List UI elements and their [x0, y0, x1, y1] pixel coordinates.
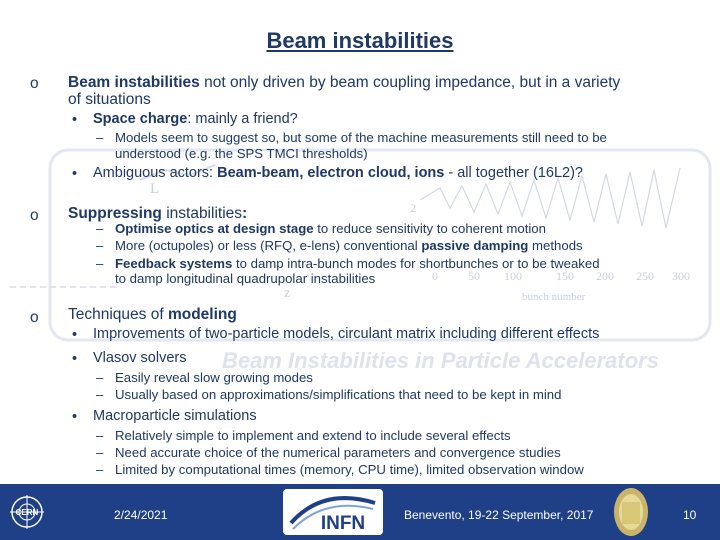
watermark-book-title: Beam Instabilities in Particle Accelerators: [222, 348, 659, 373]
dash-marker: –: [96, 130, 104, 145]
sub-bullet-marker: •: [72, 327, 78, 343]
space-charge-item: Space charge: mainly a friend?: [93, 111, 298, 127]
macroparticle-sub: Limited by computational times (memory, CPU time), limited observation window: [115, 462, 584, 477]
dash-marker: –: [96, 370, 104, 385]
dash-marker: –: [96, 221, 104, 236]
sub-bullet-marker: •: [72, 112, 78, 128]
space-charge-sub: Models seem to suggest so, but some of the machine measurements still need to be: [115, 130, 607, 145]
watermark-tick: 250: [636, 269, 654, 283]
bullet-marker: o: [30, 207, 39, 224]
watermark-tick: 50: [468, 269, 480, 283]
suppress-damping: More (octupoles) or less (RFQ, e-lens) conventional passive damping methods: [115, 238, 583, 253]
bullet-beam-instabilities-cont: of situations: [68, 91, 151, 108]
dash-marker: –: [96, 238, 104, 253]
watermark-tick: 300: [672, 269, 690, 283]
dash-marker: –: [96, 256, 104, 271]
bullet-modeling: Techniques of modeling: [68, 306, 237, 323]
suppress-feedback-cont: to damp longitudinal quadrupolar instabilities: [115, 271, 376, 286]
footer-date: 2/24/2021: [114, 508, 168, 522]
vlasov-sub: Easily reveal slow growing modes: [115, 370, 313, 385]
seal-logo-icon: [612, 486, 650, 538]
bullet-marker: o: [30, 75, 39, 92]
dash-marker: –: [96, 387, 104, 402]
suppress-feedback: Feedback systems to damp intra-bunch modes for shortbunches or to be tweaked: [115, 256, 600, 271]
watermark-ticks: [432, 269, 690, 283]
macroparticle-sub: Need accurate choice of the numerical parameters and convergence studies: [115, 445, 561, 460]
watermark-tick: 0: [432, 269, 438, 283]
sub-bullet-marker: •: [72, 409, 78, 425]
dash-marker: –: [96, 445, 104, 460]
bullet-suppressing: Suppressing instabilities:: [68, 205, 248, 222]
bullet-beam-instabilities: Beam instabilities not only driven by beam coupling impedance, but in a variety: [68, 74, 621, 91]
watermark-axis-label: bunch number: [522, 291, 586, 303]
footer-bar: [0, 484, 720, 540]
footer-event: Benevento, 19-22 September, 2017: [404, 508, 594, 522]
infn-logo-text: INFN: [320, 513, 366, 534]
watermark-label-z: z: [284, 286, 291, 301]
cern-logo-text: CERN: [15, 508, 39, 517]
cern-logo-icon: [6, 490, 48, 534]
watermark-label-l: L: [150, 181, 160, 197]
dash-marker: –: [96, 428, 104, 443]
dash-marker: –: [96, 462, 104, 477]
sub-bullet-marker: •: [72, 166, 78, 182]
modeling-macroparticle: Macroparticle simulations: [93, 408, 257, 424]
watermark-y-tick: 2: [410, 201, 416, 215]
modeling-vlasov: Vlasov solvers: [93, 350, 187, 366]
slide-title: Beam instabilities: [266, 28, 454, 53]
vlasov-sub: Usually based on approximations/simplifications that need to be kept in mind: [115, 387, 562, 402]
watermark-tick: 100: [504, 269, 522, 283]
bullet-marker: o: [30, 309, 39, 326]
modeling-two-particle: Improvements of two-particle models, circulant matrix including different effects: [93, 326, 600, 342]
watermark-tick: 200: [596, 269, 614, 283]
watermark-tick: 150: [556, 269, 574, 283]
infn-logo: [283, 489, 383, 535]
macroparticle-sub: Relatively simple to implement and extend to include several effects: [115, 428, 511, 443]
infn-arc-icon: [283, 489, 383, 535]
sub-bullet-marker: •: [72, 351, 78, 367]
suppress-optics: Optimise optics at design stage to reduce sensitivity to coherent motion: [115, 221, 546, 236]
ambiguous-actors-item: Ambiguous actors: Beam-beam, electron cloud, ions - all together (16L2)?: [93, 165, 583, 181]
page-number: 10: [683, 508, 697, 522]
space-charge-sub-cont: understood (e.g. the SPS TMCI thresholds): [115, 146, 368, 161]
